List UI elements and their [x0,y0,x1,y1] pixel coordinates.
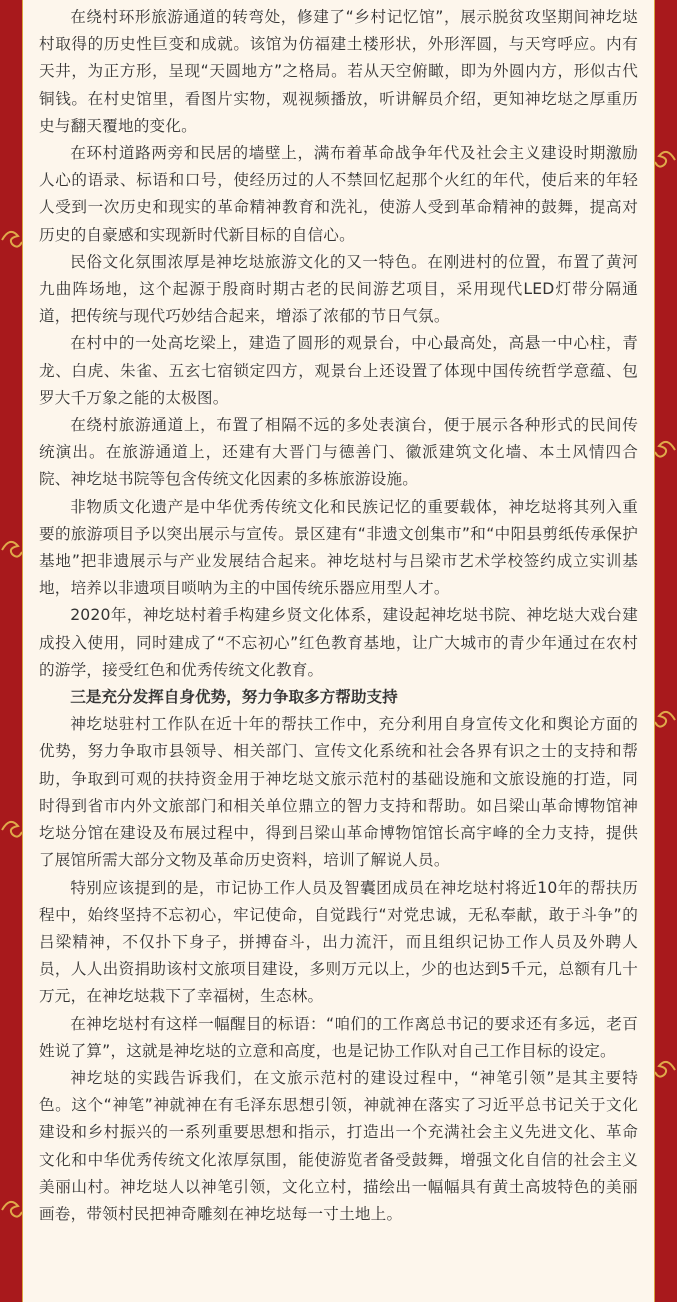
article-paragraph: 在环村道路两旁和民居的墙壁上，满布着革命战争年代及社会主义建设时期激励人心的语录、标语和口号，使经历过的人不禁回忆起那个火红的年代，使后来的年轻人受到一次历史和现实的革命精神教育和洗礼，使游人受到革命精神的鼓舞，提高对历史的自豪感和实现新时代新目标的自信心。 [39,144,638,244]
article-paragraph: 在绕村环形旅游通道的转弯处，修建了“乡村记忆馆”，展示脱贫攻坚期间神圪垯村取得的历史性巨变和成就。该馆为仿福建土楼形状，外形浑圆，与天穹呼应。内有天井，为正方形，呈现“天圆地方”之格局。若从天空俯瞰，即为外圆内方，形似古代铜钱。在村史馆里，看图片实物，观视频播放，听讲解员介绍，更知神圪垯之厚重历史与翻天覆地的变化。 [39,8,638,135]
article-body [22,0,655,1302]
cloud-ornament-icon [655,130,677,190]
article-paragraph: 在绕村旅游通道上，布置了相隔不远的多处表演台，便于展示各种形式的民间传统演出。在旅游通道上，还建有大晋门与德善门、徽派建筑文化墙、本土风情四合院、神圪垯书院等包含传统文化因素的多栋旅游设施。 [39,416,638,489]
cloud-ornament-icon [0,210,22,270]
article-paragraph: 2020年，神圪垯村着手构建乡贤文化体系，建设起神圪垯书院、神圪垯大戏台建成投入使用，同时建成了“不忘初心”红色教育基地，让广大城市的青少年通过在农村的游学，接受红色和优秀传统文化教育。 [39,606,638,679]
cloud-ornament-icon [655,1040,677,1100]
section-heading: 三是充分发挥自身优势，努力争取多方帮助支持 [70,688,398,707]
cloud-ornament-icon [0,800,22,860]
cloud-ornament-icon [655,690,677,750]
left-frame-border [0,0,22,1302]
article-paragraph: 非物质文化遗产是中华优秀传统文化和民族记忆的重要载体，神圪垯将其列入重要的旅游项目予以突出展示与宣传。景区建有“非遗文创集市”和“中阳县剪纸传承保护基地”把非遗展示与产业发展结合起来。神圪垯村与吕梁市艺术学校签约成立实训基地，培养以非遗项目唢呐为主的中国传统乐器应用型人才。 [39,497,638,598]
article-paragraph: 特别应该提到的是，市记协工作人员及智囊团成员在神圪垯村将近10年的帮扶历程中，始终坚持不忘初心，牢记使命，自觉践行“对党忠诚，无私奉献，敢于斗争”的吕梁精神，不仅扑下身子，拼搏奋斗，出力流汗，而且组织记协工作人员及外聘人员，人人出资捐助该村文旅项目建设，多则万元以上，少的也达到5千元，总额有几十万元，在神圪垯栽下了幸福树，生态林。 [39,878,638,1006]
cloud-ornament-icon [655,420,677,480]
right-frame-border [655,0,677,1302]
article-paragraph: 民俗文化氛围浓厚是神圪垯旅游文化的又一特色。在刚进村的位置，布置了黄河九曲阵场地，这个起源于殷商时期古老的民间游艺项目，采用现代LED灯带分隔通道，把传统与现代巧妙结合起来，增添了浓郁的节日气氛。 [39,252,638,326]
article-paragraph: 在神圪垯村有这样一幅醒目的标语：“咱们的工作离总书记的要求还有多远，老百姓说了算”，这就是神圪垯的立意和高度，也是记协工作队对自己工作目标的设定。 [39,1014,638,1060]
cloud-ornament-icon [0,520,22,580]
article-paragraph: 神圪垯的实践告诉我们，在文旅示范村的建设过程中，“神笔引领”是其主要特色。这个“神笔”神就神在有毛泽东思想引领，神就神在落实了习近平总书记关于文化建设和乡村振兴的一系列重要思想和指示，打造出一个充满社会主义先进文化、革命文化和中华优秀传统文化浓厚氛围，能使游览者备受鼓舞，增强文化自信的社会主义美丽山村。神圪垯人以神笔引领，文化立村，描绘出一幅幅具有黄土高坡特色的美丽画卷，带领村民把神奇雕刻在神圪垯每一寸土地上。 [39,1068,638,1223]
article-paragraph: 神圪垯驻村工作队在近十年的帮扶工作中，充分利用自身宣传文化和舆论方面的优势，努力争取市县领导、相关部门、宣传文化系统和社会各界有识之士的支持和帮助，争取到可观的扶持资金用于神圪垯文旅示范村的基础设施和文旅设施的打造，同时得到省市内外文旅部门和相关单位鼎立的智力支持和帮助。如吕梁山革命博物馆神圪垯分馆在建设及布展过程中，得到吕梁山革命博物馆馆长高宇峰的全力支持，提供了展馆所需大部分文物及革命历史资料，培训了解说人员。 [39,715,638,870]
cloud-ornament-icon [0,1180,22,1240]
article-paragraph: 在村中的一处高圪梁上，建造了圆形的观景台，中心最高处，高悬一中心柱，青龙、白虎、朱雀、五玄七宿锁定四方，观景台上还设置了体现中国传统哲学意蕴、包罗大千万象之能的太极图。 [39,334,638,407]
